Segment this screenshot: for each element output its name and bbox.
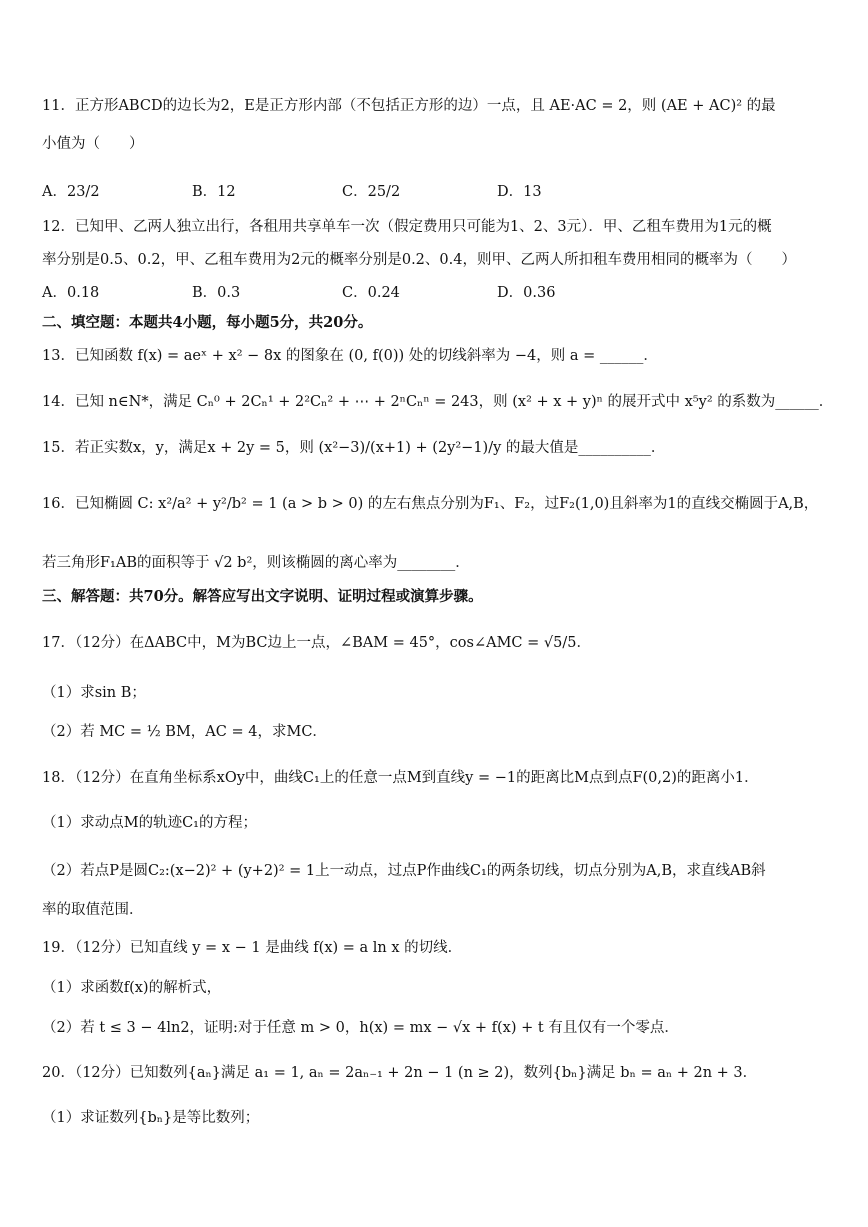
q16-line2: 若三角形F₁AB的面积等于 √2 b²，则该椭圆的离心率为________． [42,555,470,571]
q11-stem-line2: 小值为（ ） [42,136,144,152]
q12-stem-line2: 率分别是0.5、0.2，甲、乙租车费用为2元的概率分别是0.2、0.4，则甲、乙两人所扣租车费用相同的概率为（ ） [42,252,796,268]
q12-option-b: B．0.3 [192,285,241,301]
q12-option-a: A．0.18 [42,285,100,301]
q12-option-d: D．0.36 [497,285,556,301]
q18-part1: （1）求动点M的轨迹C₁的方程； [42,815,257,831]
q13: 13．已知函数 f(x) = aeˣ + x² − 8x 的图象在 (0, f(0)) 处的切线斜率为 −4，则 a = ______． [42,348,658,364]
q19-part2: （2）若 t ≤ 3 − 4ln2，证明:对于任意 m > 0，h(x) = mx − √x + f(x) + t 有且仅有一个零点． [42,1020,679,1036]
q14: 14．已知 n∈N*，满足 Cₙ⁰ + 2Cₙ¹ + 2²Cₙ² + ⋯ + 2ⁿCₙⁿ = 243，则 (x² + x + y)ⁿ 的展开式中 x⁵y² 的系数为______． [42,394,834,410]
section-heading-fill-in: 二、填空题：本题共4小题，每小题5分，共20分。 [42,314,373,331]
q11-option-c: C．25/2 [342,184,401,200]
q18-part2-line1: （2）若点P是圆C₂:(x−2)² + (y+2)² = 1上一动点，过点P作曲线C₁的两条切线，切点分别为A,B，求直线AB斜 [42,863,766,879]
q18-stem: 18．（12分）在直角坐标系xOy中，曲线C₁上的任意一点M到直线y = −1的距离比M点到点F(0,2)的距离小1． [42,770,759,786]
q20-stem: 20．（12分）已知数列{aₙ}满足 a₁ = 1, aₙ = 2aₙ₋₁ + 2n − 1 (n ≥ 2)，数列{bₙ}满足 bₙ = aₙ + 2n + 3． [42,1065,758,1081]
q12-stem-line1: 12．已知甲、乙两人独立出行，各租用共享单车一次（假定费用只可能为1、2、3元）．甲、乙租车费用为1元的概 [42,219,772,235]
q16-line1: 16．已知椭圆 C: x²/a² + y²/b² = 1 (a > b > 0) 的左右焦点分别为F₁、F₂，过F₂(1,0)且斜率为1的直线交椭圆于A,B， [42,496,819,512]
q12-options [42,283,838,305]
q19-stem: 19．（12分）已知直线 y = x − 1 是曲线 f(x) = a ln x 的切线． [42,940,463,956]
q11-option-a: A．23/2 [42,184,100,200]
q11-options [42,172,838,212]
q17-part2: （2）若 MC = ½ BM，AC = 4，求MC． [42,724,327,740]
q11-stem-line1: 11．正方形ABCD的边长为2，E是正方形内部（不包括正方形的边）一点，且 AE·AC = 2，则 (AE + AC)² 的最 [42,98,776,114]
q11-option-d: D．13 [497,184,542,200]
q20-part1: （1）求证数列{bₙ}是等比数列； [42,1110,260,1126]
section-heading-solutions: 三、解答题：共70分。解答应写出文字说明、证明过程或演算步骤。 [42,588,483,605]
q18-part2-line2: 率的取值范围． [42,902,144,918]
q17-part1: （1）求sin B； [42,685,146,701]
q12-option-c: C．0.24 [342,285,400,301]
q19-part1: （1）求函数f(x)的解析式， [42,980,222,996]
q17-stem: 17．（12分）在ΔABC中，M为BC边上一点，∠BAM = 45°，cos∠AMC = √5/5． [42,635,591,651]
q15: 15．若正实数x，y，满足x + 2y = 5，则 (x²−3)/(x+1) + (2y²−1)/y 的最大值是__________． [42,440,666,456]
q11-option-b: B．12 [192,184,236,200]
